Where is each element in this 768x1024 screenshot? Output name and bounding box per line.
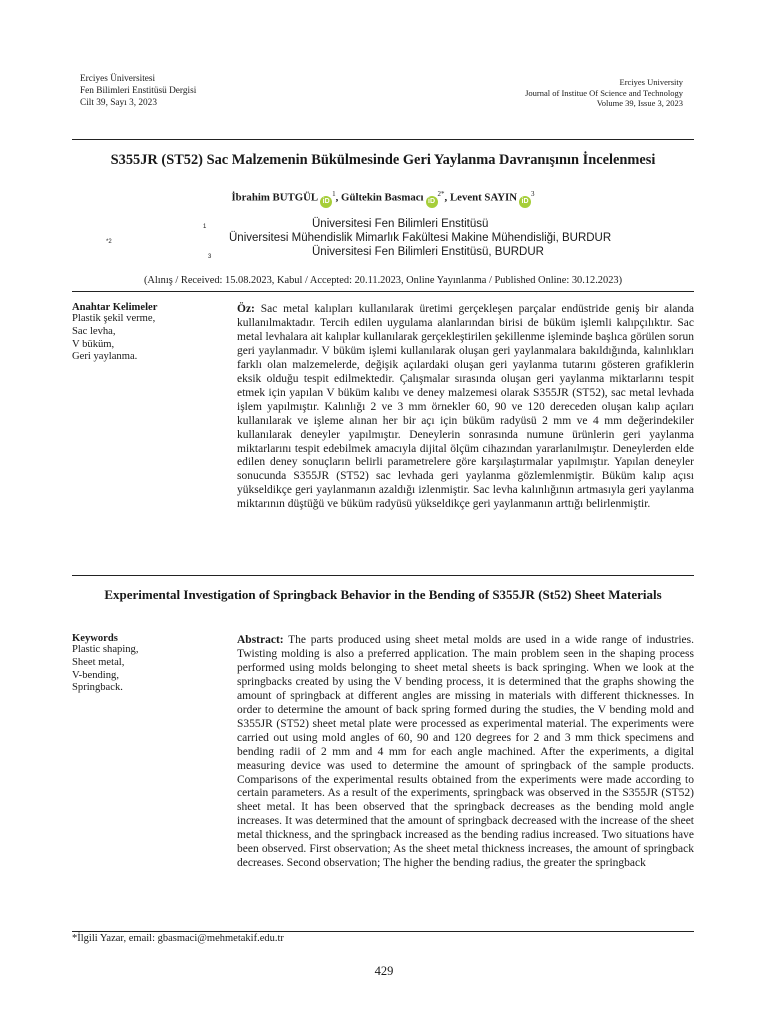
- orcid-icon[interactable]: iD: [519, 196, 531, 208]
- corresponding-author-footnote: *İlgili Yazar, email: gbasmaci@mehmetakif.edu.tr: [72, 933, 284, 944]
- header-right-line: Volume 39, Issue 3, 2023: [596, 98, 683, 108]
- author-affiliation-mark: 1: [332, 190, 336, 198]
- abstract-label: Abstract:: [237, 634, 284, 646]
- keyword-item: Sheet metal,: [72, 656, 125, 668]
- section-divider: [72, 575, 694, 576]
- keyword-item: Springback.: [72, 682, 123, 694]
- footnote-divider: [72, 931, 694, 932]
- header-left-line: Cilt 39, Sayı 3, 2023: [80, 98, 157, 108]
- header-left-line: Fen Bilimleri Enstitüsü Dergisi: [80, 86, 197, 96]
- author-separator: ,: [335, 191, 342, 204]
- abstract-en: [237, 634, 694, 871]
- submission-dates: (Alınış / Received: 15.08.2023, Kabul / Accepted: 20.11.2023, Online Yayınlanma / Published Online: 30.12.2023): [143, 275, 623, 286]
- author-name: Levent SAYIN: [449, 191, 518, 204]
- paper-title-en: Experimental Investigation of Springback Behavior in the Bending of S355JR (St52) Sheet Materials: [104, 587, 662, 602]
- section-divider: [72, 291, 694, 292]
- author-name: İbrahim BUTGÜL: [231, 191, 319, 204]
- author-list: [72, 190, 694, 208]
- page-number: 429: [374, 964, 394, 978]
- keywords-heading: Anahtar Kelimeler: [72, 302, 158, 313]
- author-affiliation-mark: 2*: [437, 190, 445, 198]
- orcid-icon[interactable]: iD: [426, 196, 438, 208]
- keywords-en: [72, 633, 222, 695]
- abstract-label: Öz:: [237, 303, 255, 315]
- author-name: Gültekin Basmacı: [341, 191, 424, 204]
- keyword-item: V büküm,: [72, 338, 115, 350]
- affiliation-text: Üniversitesi Fen Bilimleri Enstitüsü: [312, 218, 489, 230]
- keywords-heading: Keywords: [72, 633, 118, 644]
- journal-header-right: [525, 77, 683, 109]
- header-divider: [72, 139, 694, 140]
- affiliation-mark: 3: [208, 254, 212, 260]
- author-affiliation-mark: 3: [531, 190, 535, 198]
- paper-title-tr: S355JR (ST52) Sac Malzemenin Bükülmesinde Geri Yaylanma Davranışının İncelenmesi: [110, 152, 656, 168]
- keyword-item: V-bending,: [72, 669, 119, 681]
- keywords-items: [72, 644, 222, 695]
- header-left-line: Erciyes Üniversitesi: [80, 74, 156, 84]
- keywords-items: [72, 313, 222, 364]
- abstract-body: The parts produced using sheet metal molds are used in a wide range of industries. Twisting molding is also a preferred application. The main problem seen in the shaping process performed using molds belonging to sheet metal sheets is back springing. When we look at the springbacks created by using the V bending process, it is determined that the graphs showing the amount of springback at different angles are missing in materials with different thicknesses. In order to determine the amount of back spring formed during the studies, the V bending mold and S355JR (ST52) sheet metal plate were processed as experimental material. The experiments were carried out using mold angles of 60, 90 and 120 degrees for 2 and 3 mm thick specimens and bending radii of 2 mm and 4 mm for each angle machined. After the experiments, a digital measuring device was used to determine the amount of springback of the sample products. Comparisons of the experimental results obtained from the experiments were made according to certain parameters. As a result of the experiments, springback was observed in the S355JR (ST52) sheet metal. It has been observed that the springback decreases as the bending mold angle increases. It was determined that the amount of springback decreased with the increase of the sheet metal thickness, and the springback increased as the bending radius increased. Two situations have been observed. First observation; As the sheet metal thickness increases, the amount of springback decreases. Second observation; The higher the bending radius, the greater the springback: [237, 634, 694, 870]
- abstract-body: Sac metal kalıpları kullanılarak üretimi gerçekleşen parçalar endüstride geniş bir alanda kullanılmaktadır. Tercih edilen uygulama alanlarından birisi de büküm işlemli kalıpçılıktır. Sac metal levhalara ait kalıplar kullanılarak gerçekleştirilen şekillenme işleminde başlıca görülen sorun geri yaylanmadır. V büküm işlemi kullanılarak oluşan geri yaylanmalara bakıldığında, kalınlıkları farklı olan malzemelerde, değişik açılardaki oluşan geri yaylanma tutarını gösteren grafiklerin eksik olduğu tespit edilmektedir. Çalışmalar sırasında oluşan geri yaylanma miktarlarını tespit etmek için yapılan V büküm kalıbı ve deney malzemesi olarak S355JR (ST52), sac metal levhada işlem yapılmıştır. Kalınlığı 2 ve 3 mm örnekler 60, 90 ve 120 dereceden oluşan kalıp açıları kullanılarak ve işleme alınan her bir açı için büküm radyüsü 2 mm ve 4 mm değerindekiler kullanılarak deneyler yapılmıştır. Deneylerin sonrasında numune ürünlerin geri yaylanma miktarlarını tespit edebilmek amacıyla dijital ölçüm cihazından yararlanılmıştır. Deneylerden elde edilen deney sonuçların belirli parametrelere göre karşılaştırmalar yapılmıştır. Yapılan deneyler sonucunda S355JR (ST52) sac levhada geri yaylanma gözlemlenmiştir. Büküm kalıp açısı yükseldikçe geri yaylanmanın azaldığı izlenmiştir. Sac levha kalınlığının artmasıyla geri yaylanma miktarının düştüğü ve büküm radyüsü yükseldikçe geri yaylanmanın arttığı belirlenmiştir.: [237, 303, 694, 511]
- keyword-item: Geri yaylanma.: [72, 351, 138, 363]
- keyword-item: Plastic shaping,: [72, 644, 139, 655]
- keyword-item: Sac levha,: [72, 325, 116, 337]
- keywords-tr: [72, 302, 222, 364]
- affiliation-text: Üniversitesi Fen Bilimleri Enstitüsü, BURDUR: [312, 246, 544, 258]
- author-separator: ,: [444, 191, 450, 204]
- affiliation-mark: *2: [106, 239, 112, 245]
- header-right-line: Journal of Institue Of Science and Technology: [525, 87, 683, 98]
- affiliation-text: Üniversitesi Mühendislik Mimarlık Fakültesi Makine Mühendisliği, BURDUR: [229, 232, 612, 244]
- affiliation-mark: 1: [203, 224, 207, 230]
- journal-header-left: [80, 73, 196, 109]
- abstract-tr: [237, 303, 694, 512]
- header-right-line: Erciyes University: [619, 77, 683, 87]
- orcid-icon[interactable]: iD: [320, 196, 332, 208]
- keyword-item: Plastik şekil verme,: [72, 313, 156, 324]
